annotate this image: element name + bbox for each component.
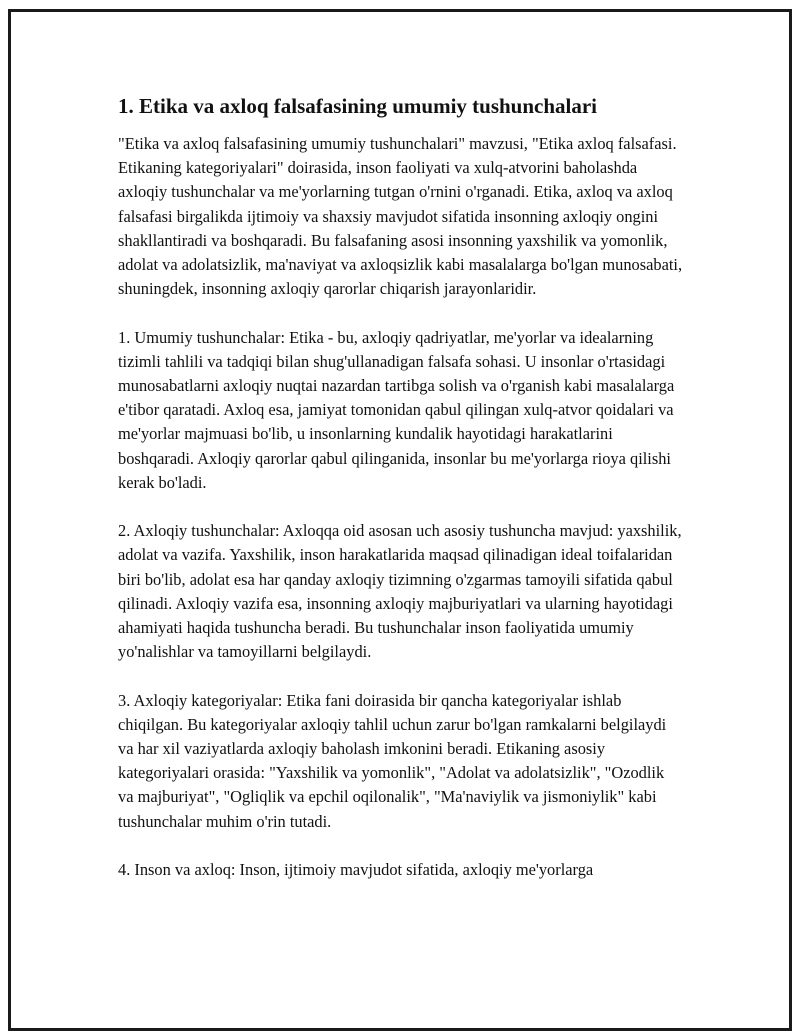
intro-paragraph: "Etika va axloq falsafasining umumiy tushunchalari" mavzusi, "Etika axloq falsafasi. Etikaning kategoriyalari" doirasida, inson faoliyati va xulq-atvorini baholashda axloqiy tushunchalar va me'yorlarning tutgan o'rnini o'rganadi. Etika, axloq va axloq falsafasi birgalikda ijtimoiy va shaxsiy mavjudot sifatida insonning axloqiy ongini shakllantiradi va boshqaradi. Bu falsafaning asosi insonning yaxshilik va yomonlik, adolat va adolatsizlik, ma'naviyat va axloqsizlik kabi masalalarga bo'lgan munosabati, shuningdek, insonning axloqiy qarorlar chiqarish jarayonlaridir. xyxy=(118,134,683,299)
paragraph-human-and-morality: 4. Inson va axloq: Inson, ijtimoiy mavjudot sifatida, axloqiy me'yorlarga xyxy=(118,860,594,880)
section-heading: 1. Etika va axloq falsafasining umumiy tushunchalari xyxy=(118,94,598,118)
paragraph-moral-categories: 3. Axloqiy kategoriyalar: Etika fani doirasida bir qancha kategoriyalar ishlab chiqilgan. Bu kategoriyalar axloqiy tahlil uchun zarur bo'lgan ramkalarni belgilaydi va har xil vaziyatlarda axloqiy baholash imkonini beradi. Etikaning asosiy kategoriyalari orasida: "Yaxshilik va yomonlik", "Adolat va adolatsizlik", "Ozodlik va majburiyat", "Ogliqlik va epchil oqilonalik", "Ma'naviylik va jismoniylik" kabi tushunchalar muhim o'rin tutadi. xyxy=(118,690,667,831)
paragraph-general-concepts: 1. Umumiy tushunchalar: Etika - bu, axloqiy qadriyatlar, me'yorlar va idealarning tizimli tahlili va tadqiqi bilan shug'ullanadigan falsafa sohasi. U insonlar o'rtasidagi munosabatlarni axloqiy nuqtai nazardan tartibga solish va o'rganish kabi masalalarga e'tibor qaratadi. Axloq esa, jamiyat tomonidan qabul qilingan xulq-atvor qoidalari va me'yorlar majmuasi bo'lib, u insonlarning kundalik hayotidagi harakatlarini boshqaradi. Axloqiy qarorlar qabul qilinganida, insonlar bu me'yorlarga rioya qilishi kerak bo'ladi. xyxy=(118,327,675,492)
paragraph-moral-concepts: 2. Axloqiy tushunchalar: Axloqqa oid asosan uch asosiy tushuncha mavjud: yaxshilik, adolat va vazifa. Yaxshilik, inson harakatlarida maqsad qilinadigan ideal toifalaridan biri bo'lib, adolat esa har qanday axloqiy tizimning o'zgarmas tamoyili sifatida qabul qilinadi. Axloqiy vazifa esa, insonning axloqiy majburiyatlari va ularning hayotidagi ahamiyati haqida tushuncha beradi. Bu tushunchalar inson faoliyatida umumiy yo'nalishlar va tamoyillarni belgilaydi. xyxy=(118,521,682,662)
document-body xyxy=(118,92,683,906)
